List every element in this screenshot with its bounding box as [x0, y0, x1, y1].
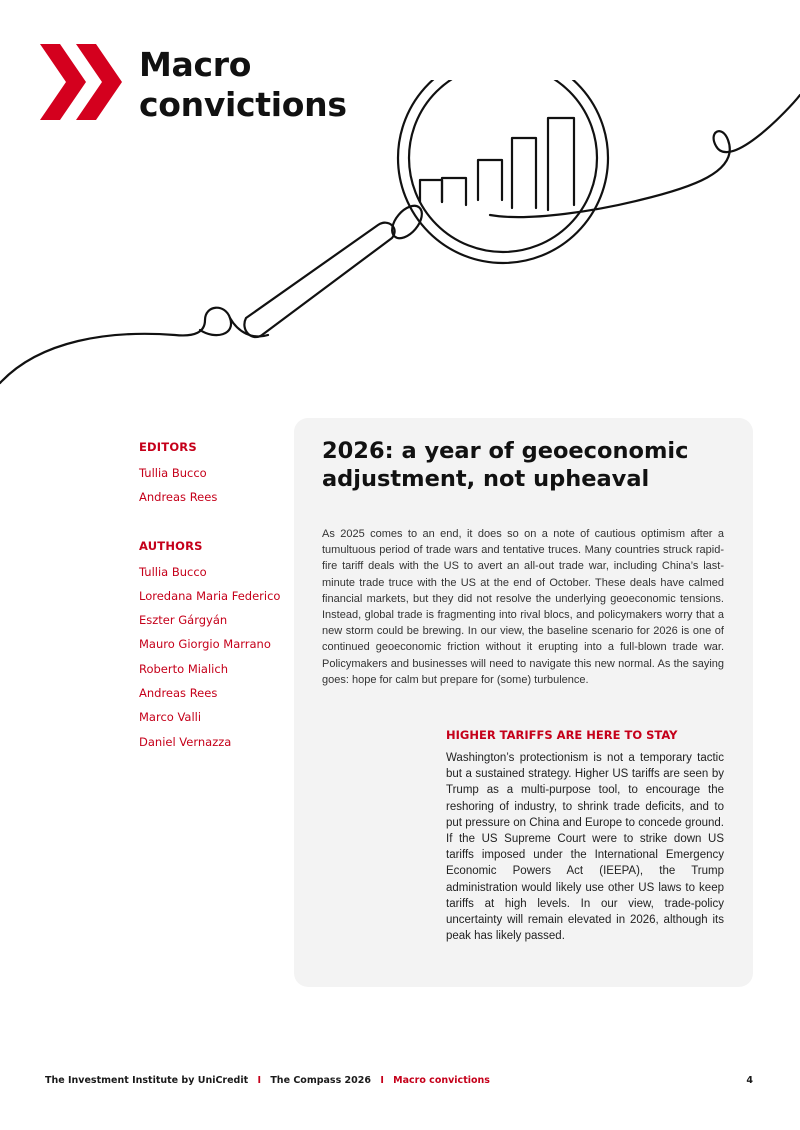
- section-body-paragraph: Washington’s protectionism is not a temporary tactic but a sustained strategy. Higher US tariffs are seen by Trump as a multi-purpose tool, to encourage the reshoring of industry, to shrink trade deficits, and to put pressure on China and Europe to concede ground. If the US Supreme Court were to strike down US tariffs imposed under the International Emergency Economic Powers Act (IEEPA), the Trump administration would likely use other US laws to keep tariffs at high levels. In our view, trade-policy uncertainty will remain elevated in 2026, although its peak has likely passed.: [446, 752, 724, 943]
- author-name: Loredana Maria Federico: [139, 588, 281, 603]
- footer-separator: I: [380, 1075, 384, 1086]
- contributors-sidebar: [139, 440, 289, 759]
- footer-section: Macro convictions: [393, 1075, 490, 1086]
- author-name: Eszter Gárgyán: [139, 613, 228, 628]
- page-number: 4: [746, 1075, 753, 1086]
- author-name: Roberto Mialich: [139, 661, 228, 676]
- article-headline-line-1: 2026: a year of geoeconomic: [322, 438, 689, 464]
- page-title-line-2: convictions: [139, 85, 347, 124]
- section-subheading: HIGHER TARIFFS ARE HERE TO STAY: [446, 728, 678, 742]
- page-footer: [45, 1075, 755, 1091]
- footer-publisher: The Investment Institute by UniCredit: [45, 1075, 249, 1086]
- author-name: Daniel Vernazza: [139, 734, 232, 749]
- magnifying-glass-illustration-icon: [0, 80, 800, 400]
- author-name: Mauro Giorgio Marrano: [139, 637, 271, 652]
- editors-heading: EDITORS: [139, 440, 197, 454]
- article-headline: [322, 437, 732, 493]
- author-name: Tullia Bucco: [139, 564, 207, 579]
- footer-publication: The Compass 2026: [270, 1075, 371, 1086]
- article-intro-paragraph: As 2025 comes to an end, it does so on a note of cautious optimism after a tumultuous period of trade wars and tentative truces. Many countries struck rapid-fire tariff deals with the US to avert an all-out trade war, including China’s last-minute trade truce with the US at the end of October. These deals have calmed financial markets, but they did not resolve the underlying geoeconomic tensions. Instead, global trade is fragmenting into rival blocs, and policymakers worry that a new storm could be brewing. In our view, the baseline scenario for 2026 is one of continued geoeconomic friction without it erupting into a full-blown trade war. Policymakers and businesses will need to navigate this new normal. As the saying goes: hope for calm but prepare for (some) turbulence.: [322, 528, 724, 686]
- editor-name: Andreas Rees: [139, 490, 218, 505]
- author-name: Marco Valli: [139, 710, 202, 725]
- page-title-line-1: Macro: [139, 45, 252, 84]
- author-name: Andreas Rees: [139, 686, 218, 701]
- editor-name: Tullia Bucco: [139, 466, 207, 480]
- article-headline-line-2: adjustment, not upheaval: [322, 466, 650, 492]
- footer-separator: I: [257, 1075, 262, 1086]
- authors-heading: AUTHORS: [139, 538, 203, 553]
